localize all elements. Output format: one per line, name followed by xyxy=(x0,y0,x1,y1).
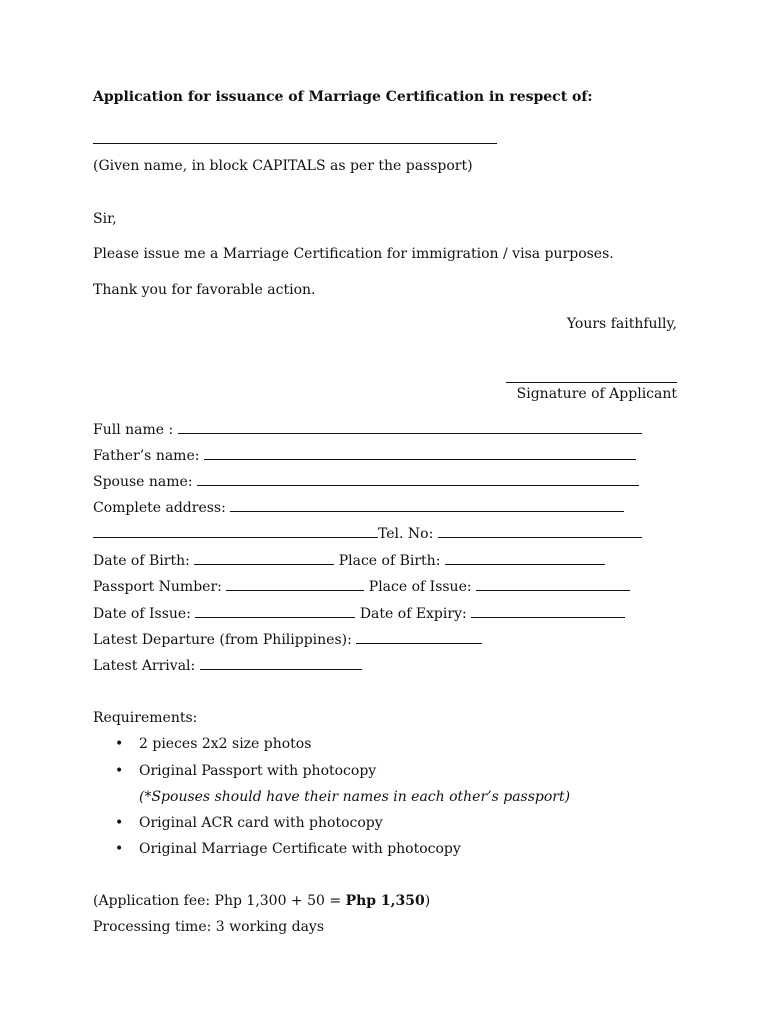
requirement-item: Original Passport with photocopy xyxy=(139,763,377,779)
full-name-blank[interactable] xyxy=(178,420,642,434)
date-of-expiry-blank[interactable] xyxy=(471,604,625,618)
fathers-name-row xyxy=(93,446,636,465)
date-of-birth-label: Date of Birth: xyxy=(93,553,190,569)
date-of-issue-blank[interactable] xyxy=(195,604,355,618)
latest-departure-row xyxy=(93,630,482,649)
request-paragraph: Please issue me a Marriage Certification for immigration / visa purposes. xyxy=(93,246,614,262)
closing: Yours faithfully, xyxy=(566,316,677,332)
latest-arrival-row xyxy=(93,656,362,675)
address-line2-blank[interactable] xyxy=(93,524,378,538)
complete-address-blank[interactable] xyxy=(230,498,624,512)
bullet-glyph: • xyxy=(115,736,124,752)
latest-departure-label: Latest Departure (from Philippines): xyxy=(93,632,352,648)
place-of-birth-blank[interactable] xyxy=(445,551,605,565)
address-tel-row xyxy=(93,524,642,543)
complete-address-row xyxy=(93,498,624,517)
given-name-blank[interactable] xyxy=(93,143,497,144)
bullet-glyph: • xyxy=(115,841,124,857)
complete-address-label: Complete address: xyxy=(93,500,226,516)
passport-note: (*Spouses should have their names in each other’s passport) xyxy=(139,789,571,805)
requirement-item: Original ACR card with photocopy xyxy=(139,815,383,831)
fee-total: Php 1,350 xyxy=(345,893,425,909)
form-title: Application for issuance of Marriage Certification in respect of: xyxy=(93,89,593,105)
date-of-birth-blank[interactable] xyxy=(194,551,334,565)
fee-suffix: ) xyxy=(424,893,431,909)
spouse-name-blank[interactable] xyxy=(197,472,639,486)
salutation: Sir, xyxy=(93,211,117,227)
place-of-birth-label: Place of Birth: xyxy=(338,553,441,569)
passport-number-label: Passport Number: xyxy=(93,579,222,595)
latest-departure-blank[interactable] xyxy=(356,630,482,644)
date-of-issue-label: Date of Issue: xyxy=(93,606,191,622)
place-of-issue-label: Place of Issue: xyxy=(368,579,472,595)
date-of-expiry-label: Date of Expiry: xyxy=(359,606,467,622)
given-name-caption: (Given name, in block CAPITALS as per the passport) xyxy=(93,158,473,174)
full-name-row xyxy=(93,420,642,439)
requirement-item: Original Marriage Certificate with photocopy xyxy=(139,841,461,857)
passport-number-blank[interactable] xyxy=(226,577,364,591)
birth-row xyxy=(93,551,605,570)
spouse-name-row xyxy=(93,472,639,491)
latest-arrival-label: Latest Arrival: xyxy=(93,658,196,674)
tel-no-label: Tel. No: xyxy=(378,526,434,542)
application-fee xyxy=(93,892,430,910)
passport-row xyxy=(93,577,630,596)
fathers-name-label: Father’s name: xyxy=(93,448,200,464)
signature-caption: Signature of Applicant xyxy=(516,386,677,402)
processing-time: Processing time: 3 working days xyxy=(93,919,325,935)
thanks-paragraph: Thank you for favorable action. xyxy=(93,282,316,298)
place-of-issue-blank[interactable] xyxy=(476,577,630,591)
full-name-label: Full name : xyxy=(93,422,174,438)
issue-expiry-row xyxy=(93,604,625,623)
requirement-item: 2 pieces 2x2 size photos xyxy=(139,736,312,752)
bullet-glyph: • xyxy=(115,763,124,779)
spouse-name-label: Spouse name: xyxy=(93,474,193,490)
signature-blank[interactable] xyxy=(506,382,677,383)
bullet-glyph: • xyxy=(115,815,124,831)
requirements-heading: Requirements: xyxy=(93,710,198,726)
fee-prefix: (Application fee: Php 1,300 + 50 = xyxy=(93,893,346,909)
latest-arrival-blank[interactable] xyxy=(200,656,362,670)
tel-no-blank[interactable] xyxy=(438,524,642,538)
fathers-name-blank[interactable] xyxy=(204,446,636,460)
